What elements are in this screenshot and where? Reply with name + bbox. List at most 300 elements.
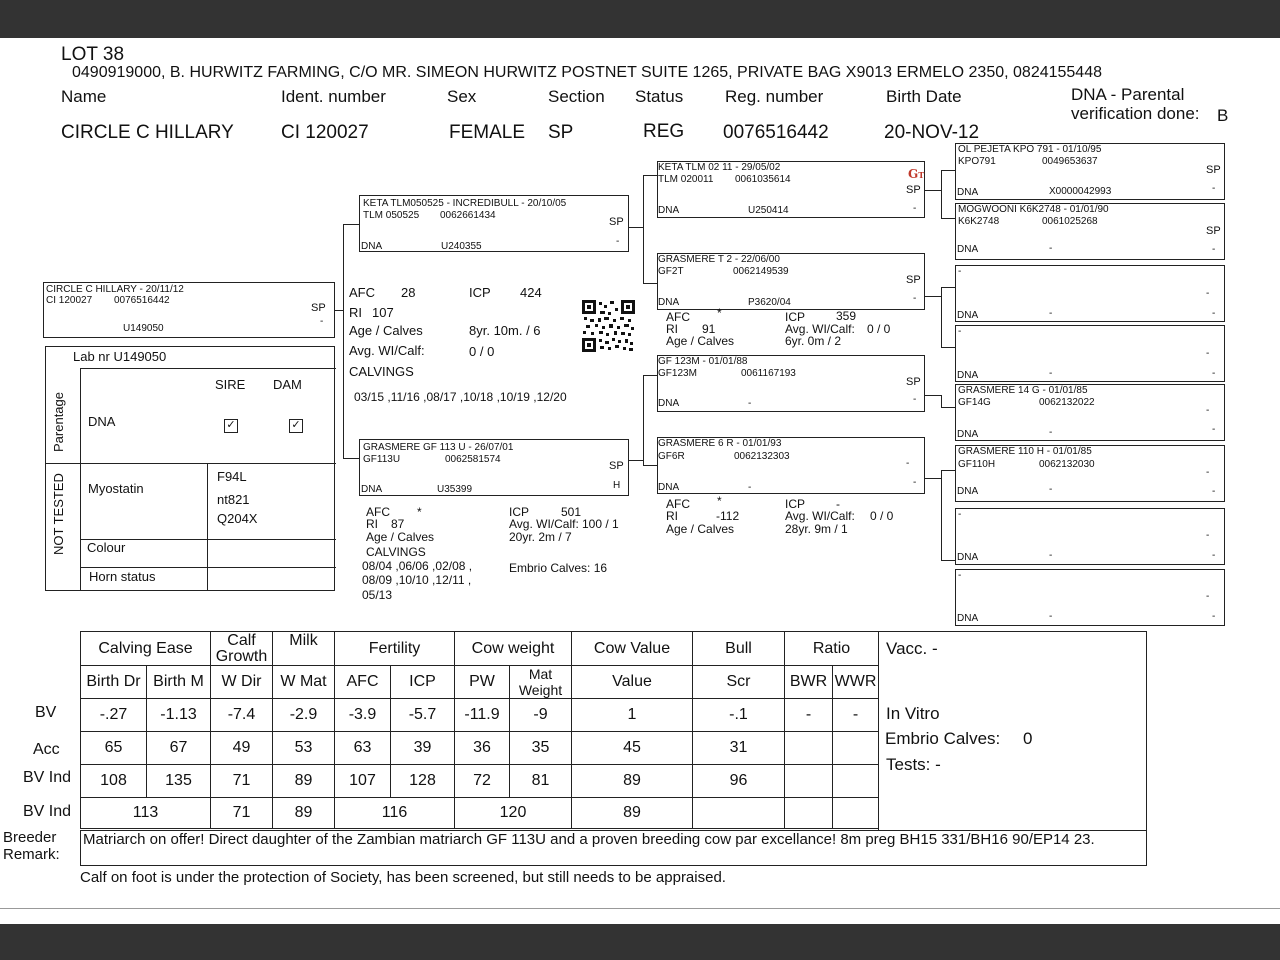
- sire-section: SP: [609, 216, 624, 228]
- bv-ind-cell: 107: [335, 765, 391, 798]
- acc-cell: [833, 732, 879, 765]
- col-header: AFC: [335, 666, 391, 699]
- group-milk: Milk: [273, 632, 335, 666]
- footer-note: Calf on foot is under the protection of Society, has been screened, but still needs to be appraised.: [80, 869, 726, 886]
- embrio-calves-label: Embrio Calves:: [885, 729, 1001, 748]
- myostatin-q204x: Q204X: [217, 511, 258, 526]
- ggp-dna-label: DNA: [957, 187, 979, 198]
- ggp-title: -: [958, 326, 962, 337]
- gp-title: GRASMERE T 2 - 22/06/00: [658, 254, 780, 265]
- connector: [343, 458, 359, 459]
- connector: [643, 175, 657, 176]
- acc-cell: 67: [147, 732, 211, 765]
- side-panel: [878, 631, 1147, 831]
- group-fertility: Fertility: [335, 632, 455, 666]
- connector: [925, 296, 941, 297]
- grandparent-box: [657, 437, 925, 494]
- table-row: [81, 765, 879, 798]
- gp-title: KETA TLM 02 11 - 29/05/02: [658, 162, 781, 173]
- gp-section: SP: [906, 274, 921, 286]
- ggp-title: GRASMERE 14 G - 01/01/85: [958, 385, 1088, 396]
- bv-cell: -7.4: [211, 699, 273, 732]
- dam-avg: 100 / 1: [582, 517, 619, 531]
- grandparent-box: [657, 161, 925, 218]
- dam-col-label: DAM: [273, 377, 302, 392]
- ggp-section: SP: [1206, 164, 1221, 176]
- subject-calvings-label: CALVINGS: [349, 364, 414, 379]
- ggp-dash: -: [1206, 591, 1210, 602]
- ggp-dash: -: [1212, 244, 1216, 255]
- subject-icp: 424: [520, 285, 542, 300]
- ggp-dash: -: [1212, 550, 1216, 561]
- connector: [941, 407, 955, 408]
- connector: [643, 375, 657, 376]
- myostatin-f94l: F94L: [217, 469, 247, 484]
- great-grandparent-box: [955, 569, 1225, 626]
- row-label-bv-ind-2: BV Ind: [23, 803, 72, 820]
- dna-row-label: DNA: [88, 414, 116, 429]
- connector: [629, 460, 643, 461]
- connector: [343, 224, 359, 225]
- gp4-icp: -: [836, 497, 840, 511]
- header-dna-2: verification done:: [1071, 104, 1200, 123]
- dam-age-label: Age / Calves: [366, 530, 435, 544]
- subject-calvings: 03/15 ,11/16 ,08/17 ,10/18 ,10/19 ,12/20: [354, 390, 567, 404]
- ggp-section: SP: [1206, 225, 1221, 237]
- col-header: W Mat: [273, 666, 335, 699]
- gp-dash: -: [913, 477, 917, 488]
- animal-name: CIRCLE C HILLARY: [61, 122, 234, 143]
- dam-embrio: Embrio Calves: 16: [509, 561, 608, 575]
- bv-ind-cell: 108: [81, 765, 147, 798]
- subject-avg-label: Avg. WI/Calf:: [349, 343, 425, 358]
- connector: [643, 465, 657, 466]
- ggp-dna-label: DNA: [957, 310, 979, 321]
- dam-reg: 0062581574: [445, 454, 501, 465]
- connector: [643, 175, 644, 283]
- bv-cell: -5.7: [391, 699, 455, 732]
- col-header: Birth M: [147, 666, 211, 699]
- connector: [941, 287, 942, 347]
- header-dna-1: DNA - Parental: [1071, 85, 1185, 104]
- ggp-dash: -: [1212, 308, 1216, 319]
- sire-dna-checkbox: [224, 415, 238, 433]
- qr-code: [582, 300, 635, 352]
- acc-cell: 65: [81, 732, 147, 765]
- gp-dna: -: [748, 482, 752, 493]
- dam-icp: 501: [561, 505, 582, 519]
- gp4-avg: 0 / 0: [870, 509, 894, 523]
- ggp-ident: GF110H: [958, 459, 996, 470]
- subject-title: CIRCLE C HILLARY - 20/11/12: [46, 284, 184, 295]
- gp4-age: 28yr. 9m / 1: [785, 522, 848, 536]
- bv-ind2-growth: 71: [211, 798, 273, 829]
- gp-title: GF 123M - 01/01/88: [658, 356, 748, 367]
- ggp-dash: -: [1206, 405, 1210, 416]
- gp-dash: -: [913, 394, 917, 405]
- subject-icp-label: ICP: [469, 285, 491, 300]
- ggp-dna: -: [1049, 368, 1053, 379]
- bottom-rule: [0, 908, 1280, 909]
- ggp-title: MOGWOONI K6K2748 - 01/01/90: [958, 204, 1109, 215]
- gp2-age-label: Age / Calves: [666, 334, 735, 348]
- gp-dna: -: [748, 398, 752, 409]
- gp-reg: 0062132303: [734, 451, 790, 462]
- animal-sex: FEMALE: [449, 122, 526, 143]
- gp-ident: TLM 020011: [658, 174, 714, 185]
- ggp-dash: -: [1212, 486, 1216, 497]
- subject-reg: 0076516442: [114, 295, 170, 306]
- col-header: ICP: [391, 666, 455, 699]
- great-grandparent-box: [955, 325, 1225, 382]
- group-calving-ease: Calving Ease: [81, 632, 211, 666]
- gp-title: GRASMERE 6 R - 01/01/93: [658, 438, 782, 449]
- gp-ident: GF6R: [658, 451, 685, 462]
- gp-ident: GF2T: [658, 266, 684, 277]
- col-header: Birth Dr: [81, 666, 147, 699]
- gp2-icp: 359: [836, 309, 857, 323]
- connector: [629, 227, 643, 228]
- dam-dna-label: DNA: [361, 484, 383, 495]
- ggp-reg: 0062132030: [1039, 459, 1095, 470]
- animal-status: REG: [643, 121, 685, 142]
- connector: [925, 395, 941, 396]
- bv-cell: -1.13: [147, 699, 211, 732]
- subject-afc-label: AFC: [349, 285, 375, 300]
- ggp-dna: -: [1049, 427, 1053, 438]
- grandparent-box: [657, 355, 925, 412]
- animal-birth: 20-NOV-12: [884, 122, 980, 143]
- gp2-icp-label: ICP: [785, 310, 806, 324]
- gp4-afc: *: [717, 494, 722, 508]
- dam-ri-label: RI: [366, 517, 378, 531]
- myostatin-nt821: nt821: [217, 492, 250, 507]
- dam-icp-label: ICP: [509, 505, 530, 519]
- header-reg: Reg. number: [725, 87, 824, 106]
- ggp-dna-label: DNA: [957, 370, 979, 381]
- ggp-dash: -: [1212, 611, 1216, 622]
- breeding-values-table: [80, 631, 879, 829]
- ggp-ident: GF14G: [958, 397, 991, 408]
- group-calf-growth: Calf Growth: [211, 632, 273, 666]
- bv-ind-cell: 89: [273, 765, 335, 798]
- subject-age-label: Age / Calves: [349, 323, 423, 338]
- acc-cell: 31: [693, 732, 785, 765]
- dam-h: H: [613, 480, 621, 491]
- gp-dna-label: DNA: [658, 398, 680, 409]
- gp2-ri: 91: [702, 322, 716, 336]
- acc-cell: 63: [335, 732, 391, 765]
- col-header: PW: [455, 666, 510, 699]
- connector: [643, 375, 644, 465]
- connector: [941, 287, 955, 288]
- connector: [941, 395, 942, 407]
- col-header: WWR: [833, 666, 879, 699]
- ggp-dna: -: [1049, 308, 1053, 319]
- bv-cell: -: [785, 699, 833, 732]
- dam-calvings-label: CALVINGS: [366, 545, 426, 559]
- dam-section: SP: [609, 460, 624, 472]
- in-vitro: In Vitro: [886, 704, 940, 723]
- animal-ident: CI 120027: [281, 122, 369, 143]
- bv-ind-cell: 135: [147, 765, 211, 798]
- sire-dna: U240355: [441, 241, 482, 252]
- gp4-ri: -112: [716, 509, 740, 523]
- animal-reg: 0076516442: [723, 122, 829, 143]
- gp4-ri-label: RI: [666, 509, 678, 523]
- ggp-dna-label: DNA: [957, 613, 979, 624]
- col-header: W Dir: [211, 666, 273, 699]
- sire-ident: TLM 050525: [363, 210, 420, 221]
- bv-ind-cell: 81: [510, 765, 572, 798]
- bv-cell: 1: [572, 699, 693, 732]
- dam-age: 20yr. 2m / 7: [509, 530, 572, 544]
- sire-col-label: SIRE: [215, 377, 246, 392]
- connector: [941, 470, 955, 471]
- gt-logo-icon: GT: [908, 167, 925, 181]
- great-grandparent-box: [955, 445, 1225, 502]
- gp4-age-label: Age / Calves: [666, 522, 735, 536]
- gp-section: SP: [906, 376, 921, 388]
- gp2-age: 6yr. 0m / 2: [785, 334, 842, 348]
- sire-dash: -: [616, 236, 620, 247]
- check-icon: ✓: [224, 419, 238, 433]
- ggp-dna-label: DNA: [957, 486, 979, 497]
- connector: [925, 190, 941, 191]
- subject-ident: CI 120027: [46, 295, 93, 306]
- subject-ri: 107: [372, 305, 394, 320]
- dam-box: [359, 439, 629, 496]
- group-cow-value: Cow Value: [572, 632, 693, 666]
- ggp-ident: KPO791: [958, 156, 996, 167]
- ggp-title: GRASMERE 110 H - 01/01/85: [958, 446, 1092, 457]
- ggp-dash: -: [1206, 348, 1210, 359]
- gp-reg: 0062149539: [733, 266, 789, 277]
- sire-reg: 0062661434: [440, 210, 496, 221]
- ggp-title: -: [958, 509, 962, 520]
- ggp-dash: -: [1212, 183, 1216, 194]
- connector: [941, 170, 955, 171]
- not-tested-label: NOT TESTED: [51, 473, 66, 555]
- subject-box: [43, 282, 335, 338]
- header-sex: Sex: [447, 87, 477, 106]
- gp-ident: GF123M: [658, 368, 697, 379]
- subject-ri-label: RI: [349, 305, 362, 320]
- connector: [941, 347, 955, 348]
- connector: [643, 283, 657, 284]
- ggp-dash: -: [1212, 368, 1216, 379]
- gp4-icp-label: ICP: [785, 497, 806, 511]
- horn-status-label: Horn status: [89, 569, 156, 584]
- header-section: Section: [548, 87, 605, 106]
- group-ratio: Ratio: [785, 632, 879, 666]
- ggp-dna: -: [1049, 484, 1053, 495]
- group-bull: Bull: [693, 632, 785, 666]
- sire-dna-label: DNA: [361, 241, 383, 252]
- acc-cell: 53: [273, 732, 335, 765]
- myostatin-label: Myostatin: [88, 481, 144, 496]
- table-row: [81, 699, 879, 732]
- table-row: [81, 732, 879, 765]
- connector: [925, 478, 941, 479]
- connector: [941, 218, 955, 219]
- bv-cell: -3.9: [335, 699, 391, 732]
- gp-section: SP: [906, 184, 921, 196]
- lot-number: LOT 38: [61, 44, 125, 65]
- connector: [335, 310, 343, 311]
- gp-dna: U250414: [748, 205, 789, 216]
- acc-cell: [785, 732, 833, 765]
- gp-reg: 0061035614: [735, 174, 791, 185]
- acc-cell: 39: [391, 732, 455, 765]
- bv-cell: -.1: [693, 699, 785, 732]
- header-birth: Birth Date: [886, 87, 962, 106]
- ggp-reg: 0062132022: [1039, 397, 1095, 408]
- header-name: Name: [61, 87, 107, 106]
- bv-cell: -: [833, 699, 879, 732]
- ggp-dash: -: [1206, 467, 1210, 478]
- connector: [941, 560, 955, 561]
- check-icon: ✓: [289, 419, 303, 433]
- gp2-afc: *: [717, 306, 722, 320]
- bv-ind-cell: 71: [211, 765, 273, 798]
- ggp-dna: -: [1049, 550, 1053, 561]
- great-grandparent-box: [955, 143, 1225, 200]
- dam-ident: GF113U: [363, 454, 401, 465]
- bv-ind-cell: 96: [693, 765, 785, 798]
- gp2-ri-label: RI: [666, 322, 678, 336]
- col-header: Mat Weight: [510, 666, 572, 699]
- parentage-label: Parentage: [51, 392, 66, 452]
- connector: [941, 470, 942, 560]
- gp2-avg: 0 / 0: [867, 322, 891, 336]
- dam-title: GRASMERE GF 113 U - 26/07/01: [363, 442, 514, 453]
- ggp-title: OL PEJETA KPO 791 - 01/10/95: [958, 144, 1102, 155]
- gp-reg: 0061167193: [741, 368, 796, 379]
- great-grandparent-box: [955, 203, 1225, 260]
- gp-dna-label: DNA: [658, 482, 680, 493]
- acc-cell: 35: [510, 732, 572, 765]
- bv-ind2-milk: 89: [273, 798, 335, 829]
- subject-avg: 0 / 0: [469, 344, 495, 359]
- ggp-dna: -: [1049, 243, 1053, 254]
- bv-ind-cell: 89: [572, 765, 693, 798]
- row-label-acc: Acc: [33, 741, 60, 758]
- ggp-dash: -: [1206, 530, 1210, 541]
- dam-dna: U35399: [437, 484, 473, 495]
- gp-dash: -: [913, 203, 917, 214]
- subject-age: 8yr. 10m. / 6: [469, 323, 541, 338]
- bottom-bar: [0, 924, 1280, 960]
- bv-ind-cell: 128: [391, 765, 455, 798]
- gp4-avg-label: Avg. WI/Calf:: [785, 509, 855, 523]
- dam-afc: *: [417, 505, 422, 519]
- gp-dna: P3620/04: [748, 297, 791, 308]
- dam-ri: 87: [391, 517, 405, 531]
- remark-label-2: Remark:: [3, 846, 60, 863]
- dna-verification-flag: B: [1217, 106, 1229, 125]
- col-header: Scr: [693, 666, 785, 699]
- gp2-avg-label: Avg. WI/Calf:: [785, 322, 855, 336]
- gp-section: -: [906, 458, 910, 469]
- subject-dash: -: [320, 316, 324, 327]
- colour-label: Colour: [87, 540, 126, 555]
- acc-cell: 36: [455, 732, 510, 765]
- bv-cell: -11.9: [455, 699, 510, 732]
- great-grandparent-box: [955, 508, 1225, 565]
- remark-label-1: Breeder: [3, 829, 57, 846]
- acc-cell: 49: [211, 732, 273, 765]
- sire-box: [359, 195, 629, 252]
- group-cow-weight: Cow weight: [455, 632, 572, 666]
- top-bar: [0, 0, 1280, 38]
- col-header: Value: [572, 666, 693, 699]
- subject-section: SP: [311, 302, 326, 314]
- ggp-dash: -: [1212, 424, 1216, 435]
- vacc: Vacc. -: [886, 639, 938, 658]
- sire-title: KETA TLM050525 - INCREDIBULL - 20/10/05: [363, 198, 567, 209]
- lab-nr: Lab nr U149050: [73, 349, 167, 364]
- remark-box: [80, 830, 1147, 866]
- dam-afc-label: AFC: [366, 505, 390, 519]
- gp2-afc-label: AFC: [666, 310, 690, 324]
- table-row: [81, 798, 879, 829]
- ggp-dna-label: DNA: [957, 244, 979, 255]
- dam-calvings-1: 08/04 ,06/06 ,02/08 ,: [362, 559, 473, 573]
- gp-dna-label: DNA: [658, 205, 680, 216]
- animal-section: SP: [548, 122, 574, 143]
- subject-dna: U149050: [123, 323, 164, 334]
- dam-dna-checkbox: [289, 415, 303, 433]
- ggp-ident: K6K2748: [958, 216, 1000, 227]
- ggp-reg: 0061025268: [1042, 216, 1098, 227]
- ggp-dna-label: DNA: [957, 552, 979, 563]
- lab-panel: [45, 346, 335, 591]
- bv-cell: -.27: [81, 699, 147, 732]
- bv-ind2-fertility: 116: [335, 798, 455, 829]
- acc-cell: 45: [572, 732, 693, 765]
- owner-line: 0490919000, B. HURWITZ FARMING, C/O MR. SIMEON HURWITZ POSTNET SUITE 1265, PRIVATE BAG X9013 ERMELO 2350, 0824155448: [72, 64, 1102, 81]
- bv-cell: -2.9: [273, 699, 335, 732]
- dam-avg-label: Avg. WI/Calf:: [509, 517, 579, 531]
- ggp-dash: -: [1206, 288, 1210, 299]
- bv-ind-cell: [833, 765, 879, 798]
- ggp-dna: X0000042993: [1049, 186, 1112, 197]
- header-status: Status: [635, 87, 684, 106]
- embrio-calves-value: 0: [1023, 729, 1033, 748]
- ggp-dna: -: [1049, 611, 1053, 622]
- subject-afc: 28: [401, 285, 416, 300]
- great-grandparent-box: [955, 384, 1225, 441]
- dam-calvings-2: 08/09 ,10/10 ,12/11 ,: [362, 573, 472, 587]
- dam-calvings-3: 05/13: [362, 588, 393, 602]
- gp-dna-label: DNA: [658, 297, 680, 308]
- header-ident: Ident. number: [281, 87, 386, 106]
- row-label-bv-ind: BV Ind: [23, 769, 72, 786]
- gp4-afc-label: AFC: [666, 497, 690, 511]
- ggp-title: -: [958, 570, 962, 581]
- tests: Tests: -: [886, 755, 941, 774]
- great-grandparent-box: [955, 265, 1225, 322]
- gp-dash: -: [913, 293, 917, 304]
- grandparent-box: [657, 253, 925, 310]
- bv-ind-cell: 72: [455, 765, 510, 798]
- bv-cell: -9: [510, 699, 572, 732]
- bv-ind2-calving: 113: [81, 798, 211, 829]
- ggp-dna-label: DNA: [957, 429, 979, 440]
- col-header: BWR: [785, 666, 833, 699]
- bv-ind2-value: 89: [572, 798, 693, 829]
